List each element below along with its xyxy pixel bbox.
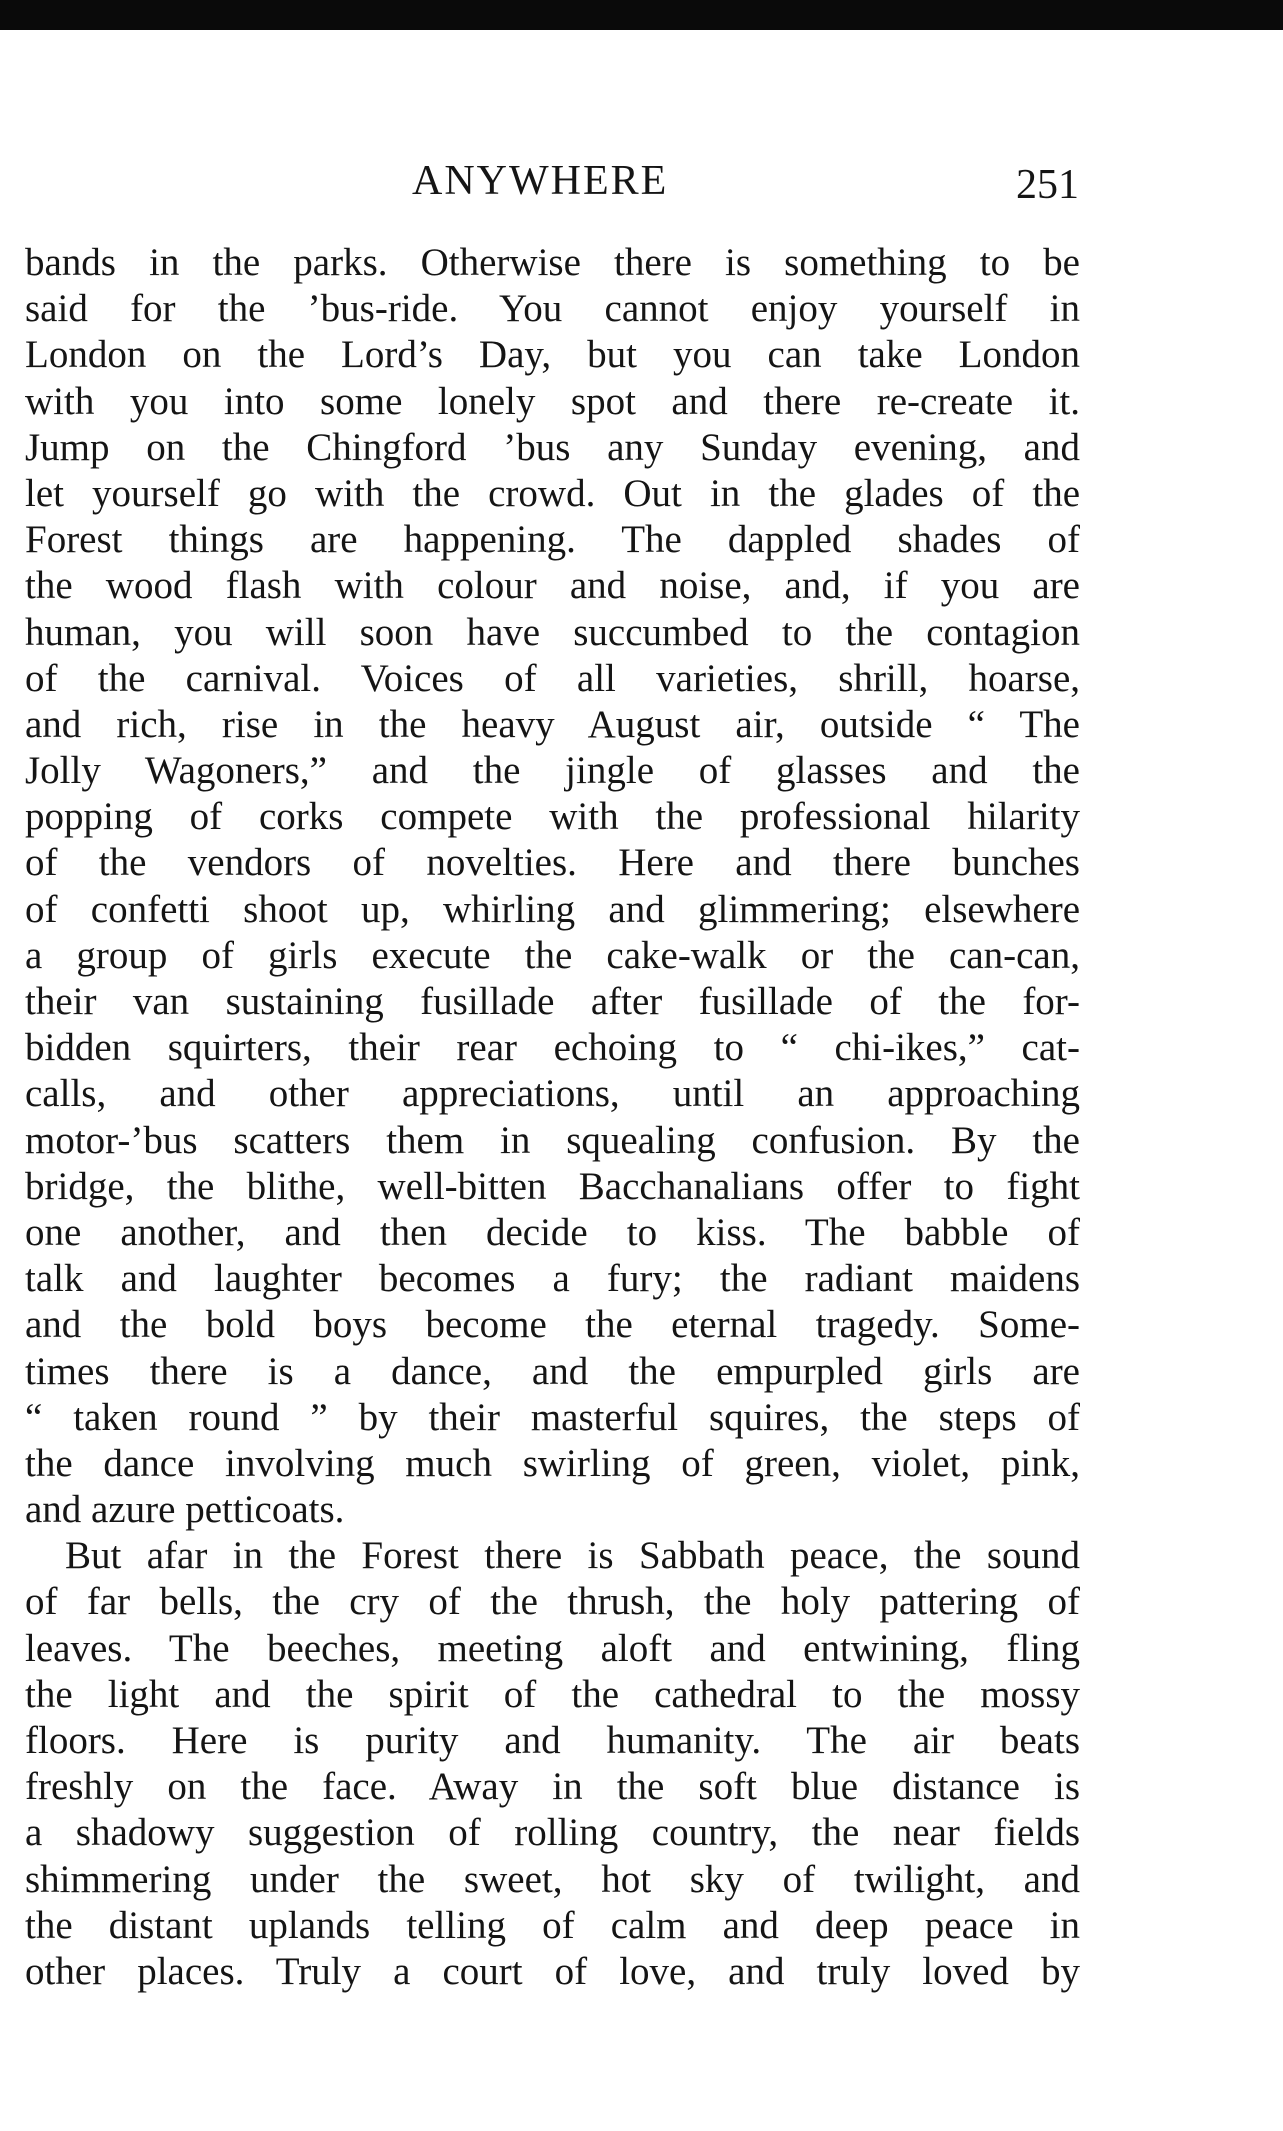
text-line: London on the Lord’s Day, but you can take London (25, 333, 1080, 377)
body-text (25, 240, 1080, 1995)
text-line: other places. Truly a court of love, and truly loved by (25, 1949, 1080, 1993)
text-line: calls, and other appreciations, until an approaching (25, 1072, 1080, 1116)
text-line: and the bold boys become the eternal tragedy. Some- (25, 1303, 1080, 1347)
text-line: of confetti shoot up, whirling and glimmering; elsewhere (25, 887, 1080, 931)
text-line: Jump on the Chingford ’bus any Sunday evening, and (25, 425, 1080, 469)
text-line: a shadowy suggestion of rolling country, the near fields (25, 1811, 1080, 1855)
page-top-edge (0, 0, 1283, 30)
text-line: “ taken round ” by their masterful squires, the steps of (25, 1395, 1080, 1439)
text-line: one another, and then decide to kiss. The babble of (25, 1210, 1080, 1254)
text-line: But afar in the Forest there is Sabbath peace, the sound (65, 1534, 1080, 1578)
running-header (0, 156, 1283, 206)
text-line: talk and laughter becomes a fury; the radiant maidens (25, 1257, 1080, 1301)
text-line: their van sustaining fusillade after fusillade of the for- (25, 980, 1080, 1023)
text-line: with you into some lonely spot and there re-create it. (25, 379, 1080, 423)
text-line: times there is a dance, and the empurpled girls are (25, 1349, 1080, 1393)
text-line: a group of girls execute the cake-walk or the can-can, (25, 933, 1080, 977)
text-line: motor-’bus scatters them in squealing confusion. By the (25, 1118, 1080, 1162)
running-title: ANYWHERE (412, 158, 669, 204)
text-line: popping of corks compete with the professional hilarity (25, 795, 1080, 839)
text-line: bands in the parks. Otherwise there is something to be (25, 241, 1080, 284)
text-line: of far bells, the cry of the thrush, the holy pattering of (25, 1580, 1080, 1624)
text-line: shimmering under the sweet, hot sky of twilight, and (25, 1857, 1080, 1901)
text-line: the dance involving much swirling of green, violet, pink, (25, 1441, 1080, 1485)
text-line: of the vendors of novelties. Here and there bunches (25, 841, 1080, 885)
text-line: and azure petticoats. (25, 1488, 345, 1532)
text-line: the distant uplands telling of calm and deep peace in (25, 1903, 1080, 1947)
text-line: freshly on the face. Away in the soft blue distance is (25, 1765, 1080, 1809)
text-line: bridge, the blithe, well-bitten Bacchanalians offer to fight (25, 1164, 1080, 1208)
text-line: floors. Here is purity and humanity. The air beats (25, 1719, 1080, 1762)
text-line: and rich, rise in the heavy August air, outside “ The (25, 702, 1080, 746)
text-line: said for the ’bus-ride. You cannot enjoy yourself in (25, 287, 1080, 331)
text-line: human, you will soon have succumbed to the contagion (25, 610, 1080, 654)
text-line: Jolly Wagoners,” and the jingle of glasses and the (25, 749, 1080, 793)
page-number: 251 (1016, 162, 1079, 208)
text-line: of the carnival. Voices of all varieties, shrill, hoarse, (25, 656, 1080, 700)
text-line: Forest things are happening. The dappled shades of (25, 518, 1080, 562)
text-line: bidden squirters, their rear echoing to “ chi-ikes,” cat- (25, 1026, 1080, 1070)
text-line: the wood flash with colour and noise, and, if you are (25, 564, 1080, 608)
text-line: leaves. The beeches, meeting aloft and entwining, fling (25, 1626, 1080, 1670)
text-line: the light and the spirit of the cathedral to the mossy (25, 1672, 1080, 1716)
text-line: let yourself go with the crowd. Out in the glades of the (25, 471, 1080, 515)
